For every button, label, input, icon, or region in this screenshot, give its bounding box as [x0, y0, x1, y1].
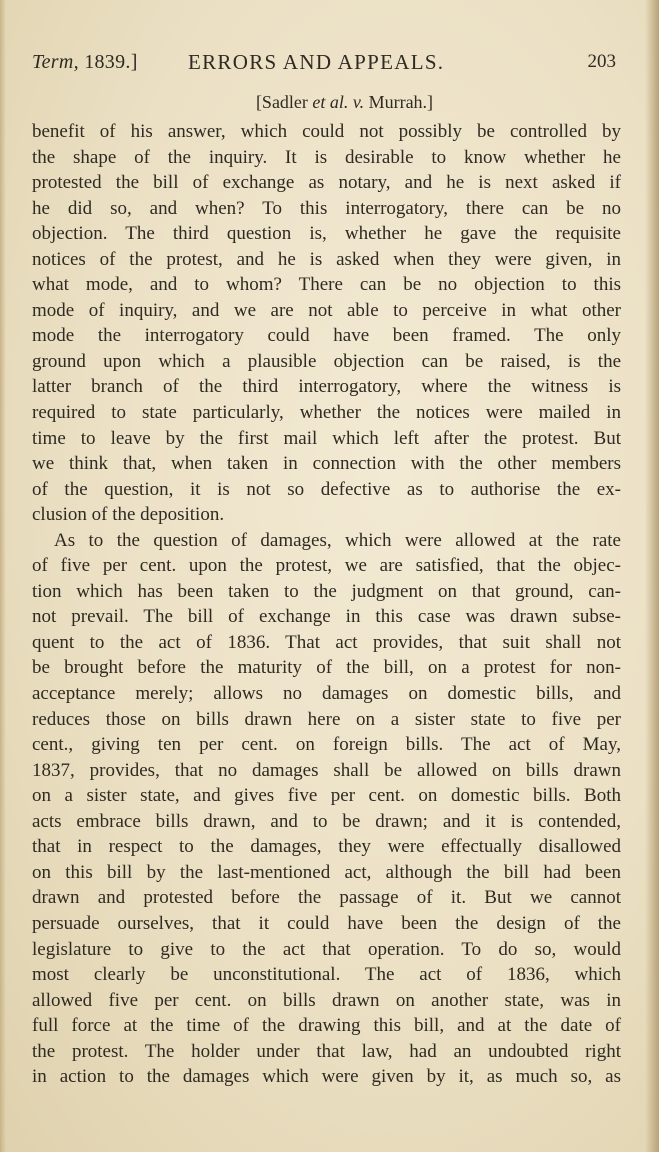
text-line: latter branch of the third interrogatory, where the witness is — [32, 376, 621, 398]
case-caption: [Sadler et al. v. Murrah.] — [255, 92, 434, 112]
text-line: he did so, and when? To this interrogatory, there can be no — [32, 197, 621, 219]
text-line: we think that, when taken in connection with the other members — [32, 453, 621, 475]
page-edge-left — [0, 0, 6, 1152]
text-line: not prevail. The bill of exchange in this case was drawn subse- — [32, 606, 621, 628]
text-line: mode of inquiry, and we are not able to perceive in what other — [32, 299, 621, 321]
page-title: ERRORS AND APPEALS. — [188, 50, 445, 74]
text-line: on this bill by the last-mentioned act, although the bill had been — [32, 861, 621, 883]
text-line: benefit of his answer, which could not possibly be controlled by — [32, 121, 621, 142]
text-line: ground upon which a plausible objection can be raised, is the — [32, 350, 621, 372]
text-line: most clearly be unconstitutional. The act of 1836, which — [32, 964, 621, 986]
text-line: what mode, and to whom? There can be no objection to this — [32, 274, 621, 296]
text-line: reduces those on bills drawn here on a sister state to five per — [32, 708, 621, 730]
text-line: notices of the protest, and he is asked when they were given, in — [32, 248, 621, 270]
text-line: persuade ourselves, that it could have been the design of the — [32, 912, 621, 934]
text-line: drawn and protested before the passage of it. But we cannot — [32, 887, 621, 909]
text-line: legislature to give to the act that operation. To do so, would — [32, 938, 621, 960]
text-line: full force at the time of the drawing this bill, and at the date of — [32, 1015, 621, 1037]
text-line: acceptance merely; allows no damages on domestic bills, and — [32, 683, 621, 705]
text-line: clusion of the deposition. — [32, 504, 225, 526]
text-line: the protest. The holder under that law, had an undoubted right — [32, 1040, 621, 1062]
text-line: the shape of the inquiry. It is desirable to know whether he — [32, 146, 621, 168]
text-line: in action to the damages which were given by it, as much so, as — [32, 1066, 621, 1088]
text-line: mode the interrogatory could have been framed. The only — [32, 325, 621, 347]
text-line: protested the bill of exchange as notary, and he is next asked if — [32, 172, 621, 194]
text-line: on a sister state, and gives five per cent. on domestic bills. Both — [32, 785, 621, 807]
text-line: of five per cent. upon the protest, we are satisfied, that the objec- — [32, 555, 621, 577]
text-line: acts embrace bills drawn, and to be drawn; and it is contended, — [32, 810, 621, 832]
text-line: allowed five per cent. on bills drawn on another state, was in — [32, 989, 621, 1011]
text-line: of the question, it is not so defective as to authorise the ex- — [32, 478, 621, 500]
text-line: time to leave by the first mail which left after the protest. But — [32, 427, 621, 449]
body-text — [32, 119, 621, 1090]
page-edge-right — [645, 0, 659, 1152]
text-line: that in respect to the damages, they were effectually disallowed — [32, 836, 621, 858]
text-line: required to state particularly, whether the notices were mailed in — [32, 402, 621, 424]
page-number: 203 — [587, 51, 616, 72]
text-line: tion which has been taken to the judgment on that ground, can- — [32, 580, 621, 602]
text-line: quent to the act of 1836. That act provides, that suit shall not — [32, 631, 621, 653]
text-line: be brought before the maturity of the bill, on a protest for non- — [32, 657, 621, 679]
text-line: objection. The third question is, whether he gave the requisite — [32, 223, 621, 245]
paragraph-start-line: As to the question of damages, which were allowed at the rate — [54, 529, 621, 551]
running-head — [32, 47, 618, 81]
term-label: Term, 1839.] — [32, 51, 138, 73]
text-line: cent., giving ten per cent. on foreign bills. The act of May, — [32, 734, 621, 756]
text-line: 1837, provides, that no damages shall be allowed on bills drawn — [32, 759, 621, 781]
